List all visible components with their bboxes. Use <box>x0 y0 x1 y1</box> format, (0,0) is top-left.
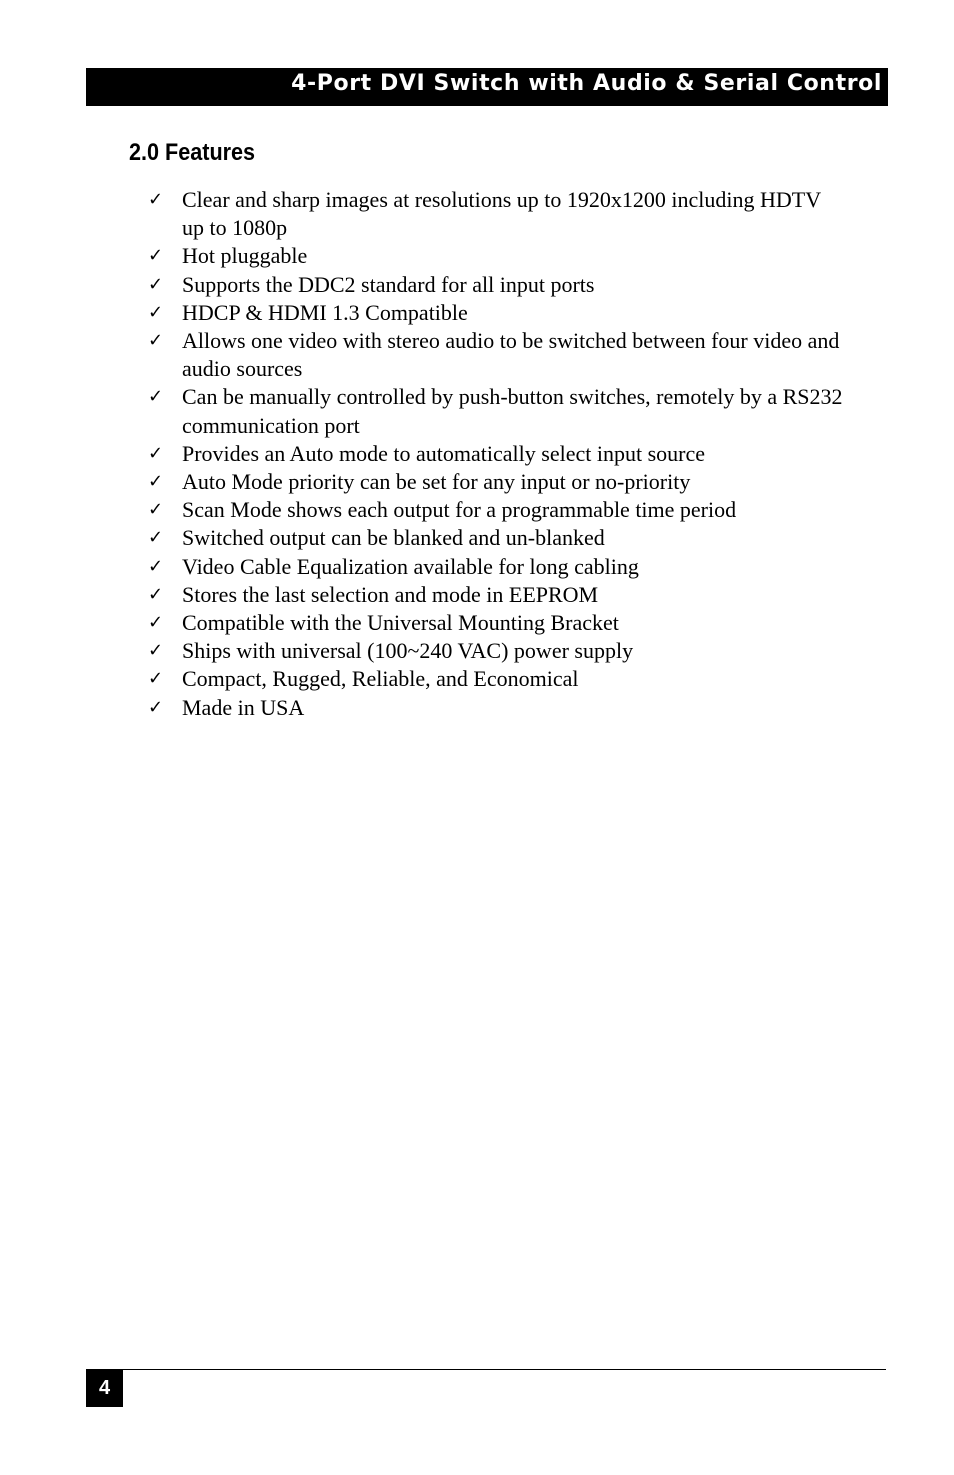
feature-text: Video Cable Equalization available for long cabling <box>182 553 639 579</box>
feature-text: Scan Mode shows each output for a programmable time period <box>182 497 737 523</box>
feature-text: Auto Mode priority can be set for any input or no-priority <box>182 469 691 495</box>
page-number: 4 <box>98 1377 111 1399</box>
feature-item <box>148 383 848 439</box>
checkmark-icon: ✓ <box>148 386 164 408</box>
feature-item <box>148 327 848 383</box>
checkmark-icon: ✓ <box>148 273 164 295</box>
feature-text: Ships with universal (100~240 VAC) power supply <box>182 638 634 664</box>
feature-text: Hot pluggable <box>182 243 308 269</box>
checkmark-icon: ✓ <box>148 640 164 662</box>
feature-item <box>148 299 848 327</box>
feature-item <box>148 553 848 581</box>
checkmark-icon: ✓ <box>148 471 164 493</box>
feature-item <box>148 637 848 665</box>
feature-text: Can be manually controlled by push-button switches, remotely by a RS232 communication port <box>182 384 843 438</box>
checkmark-icon: ✓ <box>148 189 164 210</box>
feature-item <box>148 468 848 496</box>
checkmark-icon: ✓ <box>148 442 164 464</box>
section-heading: 2.0 Features <box>129 139 256 166</box>
feature-item <box>148 581 848 609</box>
feature-list <box>148 186 848 722</box>
feature-text: Compatible with the Universal Mounting Bracket <box>182 610 619 636</box>
checkmark-icon: ✓ <box>148 696 164 718</box>
feature-text: Provides an Auto mode to automatically select input source <box>182 440 705 466</box>
feature-item <box>148 271 848 299</box>
feature-text: Compact, Rugged, Reliable, and Economical <box>182 666 579 692</box>
checkmark-icon: ✓ <box>148 668 164 690</box>
checkmark-icon: ✓ <box>148 245 164 267</box>
page-number-box <box>86 1369 123 1407</box>
feature-item <box>148 440 848 468</box>
feature-text: Made in USA <box>182 694 305 720</box>
header-bar <box>86 68 888 106</box>
feature-item <box>148 609 848 637</box>
checkmark-icon: ✓ <box>148 499 164 521</box>
feature-item <box>148 524 848 552</box>
feature-text: Clear and sharp images at resolutions up to 1920x1200 including HDTV up to 1080p <box>182 187 821 241</box>
checkmark-icon: ✓ <box>148 612 164 634</box>
feature-text: HDCP & HDMI 1.3 Compatible <box>182 299 468 325</box>
checkmark-icon: ✓ <box>148 527 164 549</box>
feature-item <box>148 665 848 693</box>
checkmark-icon: ✓ <box>148 301 164 323</box>
checkmark-icon: ✓ <box>148 330 164 352</box>
feature-text: Stores the last selection and mode in EEPROM <box>182 581 599 607</box>
feature-item <box>148 242 848 270</box>
checkmark-icon: ✓ <box>148 555 164 577</box>
checkmark-icon: ✓ <box>148 583 164 605</box>
feature-text: Supports the DDC2 standard for all input ports <box>182 271 595 297</box>
feature-item <box>148 694 848 722</box>
feature-item <box>148 496 848 524</box>
feature-text: Allows one video with stereo audio to be switched between four video and audio sources <box>182 328 840 382</box>
footer-divider <box>86 1369 886 1370</box>
feature-item <box>148 186 848 242</box>
document-title: 4-Port DVI Switch with Audio & Serial Control <box>291 71 882 96</box>
feature-text: Switched output can be blanked and un-blanked <box>182 525 605 551</box>
